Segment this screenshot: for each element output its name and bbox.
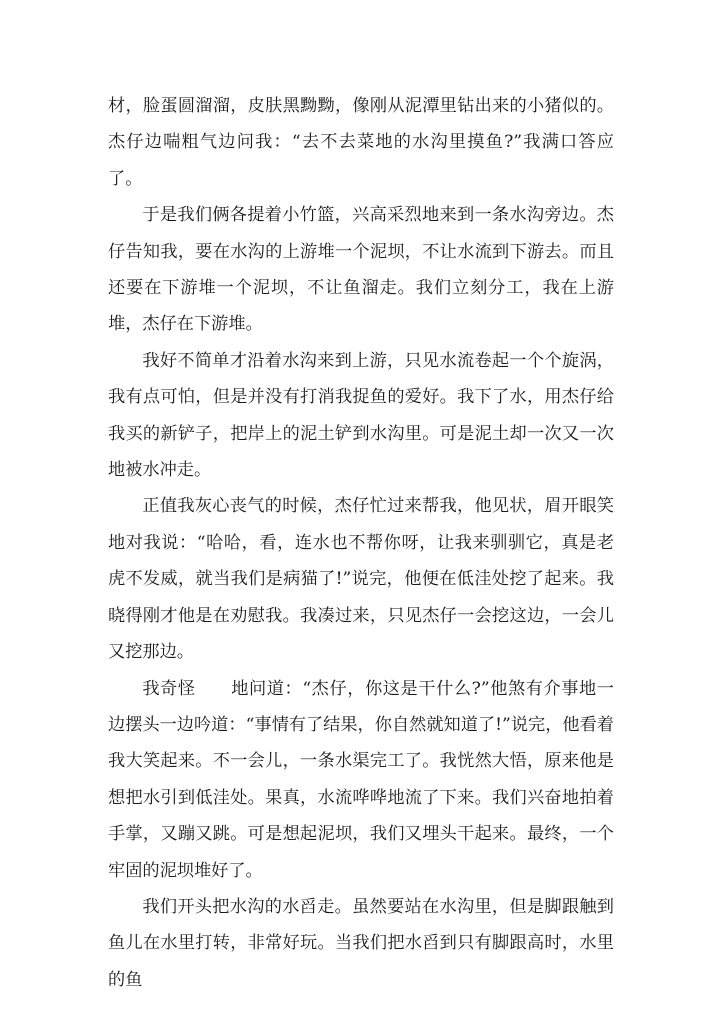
paragraph-1: 材，脸蛋圆溜溜，皮肤黑黝黝，像刚从泥潭里钻出来的小猪似的。杰仔边喘粗气边问我：“去不去菜地的水沟里摸鱼?”我满口答应了。 xyxy=(108,96,614,189)
paragraph-6: 我们开头把水沟的水舀走。虽然要站在水沟里，但是脚跟触到鱼儿在水里打转，非常好玩。当我们把水舀到只有脚跟高时，水里的鱼 xyxy=(108,896,614,990)
paragraph-4: 正值我灰心丧气的时候，杰仔忙过来帮我，他见状，眉开眼笑地对我说：“哈哈，看，连水也不帮你呀，让我来驯驯它，真是老虎不发威，就当我们是病猫了!”说完，他便在低洼处挖了起来。我晓得刚才他是在劝慰我。我凑过来，只见杰仔一会挖这边，一会儿又挖那边。 xyxy=(108,496,614,663)
paragraph-5: 我奇怪 地问道：“杰仔，你这是干什么?”他煞有介事地一边摆头一边吟道：“事情有了结果，你自然就知道了!”说完，他看着我大笑起来。不一会儿，一条水渠完工了。我恍然大悟，原来他是想把水引到低洼处。果真，水流哗哗地流了下来。我们兴奋地拍着手掌，又蹦又跳。可是想起泥坝，我们又埋头干起来。最终，一个牢固的泥坝堆好了。 xyxy=(108,678,614,881)
document-body xyxy=(108,88,614,998)
paragraph-2: 于是我们俩各提着小竹篮，兴高采烈地来到一条水沟旁边。杰仔告知我，要在水沟的上游堆一个泥坝，不让水流到下游去。而且还要在下游堆一个泥坝，不让鱼溜走。我们立刻分工，我在上游堆，杰仔在下游堆。 xyxy=(108,205,614,335)
paragraph-3: 我好不简单才沿着水沟来到上游，只见水流卷起一个个旋涡，我有点可怕，但是并没有打消我捉鱼的爱好。我下了水，用杰仔给我买的新铲子，把岸上的泥土铲到水沟里。可是泥土却一次又一次地被水冲走。 xyxy=(108,350,614,481)
